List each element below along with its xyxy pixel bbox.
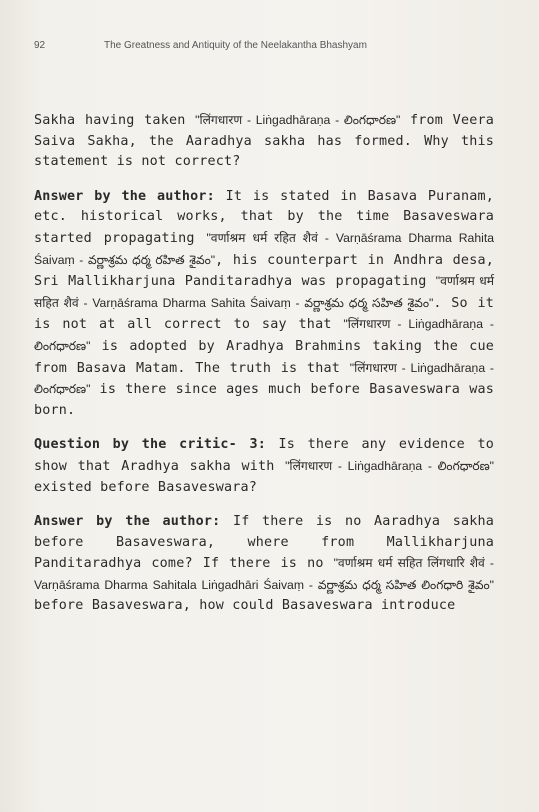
text-run: , his counterpart in Andhra desa, Sri Mallikharjuna Panditaradhya was propagating [34, 252, 494, 290]
script-term: "वर्णाश्रम धर्म सहित लिंगधारि शैवं - Varṇāśrama Dharma Sahitala Liṅgadhāri Śaivaṃ - వర్ణాశ్రమ ధర్మ సహిత లింగధారి శైవం" [34, 556, 494, 592]
answer-label: Answer by the author: [34, 188, 215, 204]
body-text [34, 110, 494, 631]
text-run: Sakha having taken [34, 113, 196, 128]
text-run: Is there any evidence to show that Aradhya sakha with [34, 437, 494, 474]
paragraph-4 [34, 512, 494, 617]
paragraph-3 [34, 435, 494, 498]
paragraph-1 [34, 110, 494, 173]
text-run: from Veera Saiva Sakha, the Aaradhya sakha has formed. Why this statement is not correct? [34, 113, 494, 170]
script-term: "लिंगधारण - Liṅgadhāraṇa - లింగధారణ" [34, 317, 494, 353]
script-term: "लिंगधारण - Liṅgadhāraṇa - లింగధారణ" [34, 360, 494, 397]
script-term: "वर्णाश्रम धर्म रहित शैवं - Varṇāśrama Dharma Rahita Śaivaṃ - వర్ణాశ్రమ ధర్మ రహిత శైవం" [34, 230, 494, 267]
text-run: existed before Basaveswara? [34, 479, 258, 495]
question-label: Question by the critic- 3: [34, 437, 266, 453]
running-title: The Greatness and Antiquity of the Neelakantha Bhashyam [104, 40, 367, 51]
text-run: is there since ages much before Basaveswara was born. [34, 382, 494, 418]
script-term: "लिंगधारण - Liṅgadhāraṇa - లింగధారణ" [195, 113, 401, 127]
paragraph-2 [34, 187, 494, 422]
page-number: 92 [34, 40, 46, 51]
text-run: . So it is not at all correct to say that [34, 295, 494, 333]
text-run: is adopted by Aradhya Brahmins taking the cue from Basava Matam. The truth is that [34, 338, 494, 376]
text-run: It is stated in Basava Puranam, etc. historical works, that by the time Basaveswara started propagating [34, 188, 494, 246]
text-run: before Basaveswara, how could Basaveswara introduce [34, 598, 456, 614]
script-term: "वर्णाश्रम धर्म सहित शैवं - Varṇāśrama Dharma Sahita Śaivaṃ - వర్ణాశ్రమ ధర్మ సహిత శైవం" [34, 274, 494, 310]
answer-label: Answer by the author: [34, 514, 221, 530]
script-term: "लिंगधारण - Liṅgadhāraṇa - లింగధారణ" [285, 458, 494, 473]
text-run: If there is no Aaradhya sakha before Basaveswara, where from Mallikharjuna Panditaradhya come? If there is no [34, 514, 495, 572]
running-header [34, 40, 499, 51]
